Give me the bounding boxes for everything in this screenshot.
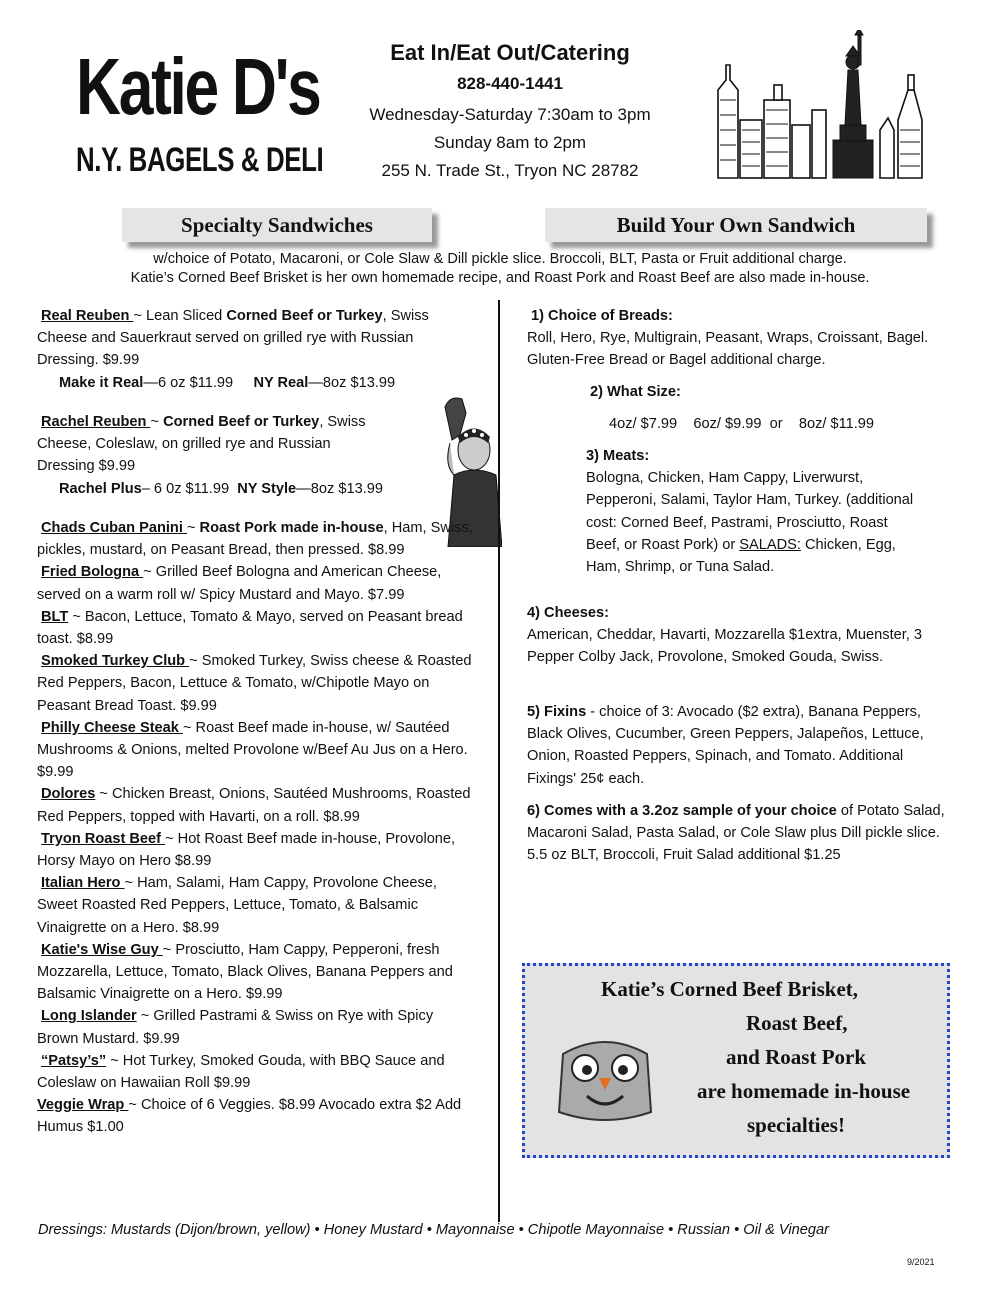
phone-number: 828-440-1441 bbox=[457, 74, 563, 93]
menu-item bbox=[37, 717, 477, 784]
fixins-text bbox=[527, 701, 937, 790]
promo-line: Katie’s Corned Beef Brisket, bbox=[601, 977, 859, 1001]
meats-list bbox=[586, 467, 916, 578]
item-highlight: Corned Beef or Turkey bbox=[163, 414, 320, 430]
item-name: “Patsy’s” bbox=[41, 1052, 107, 1069]
item-description: , Ham, Swiss, pickles, mustard, on Peasant Bread, then pressed. $8.99 bbox=[37, 520, 473, 559]
item-description: ~ Prosciutto, Ham Cappy, Pepperoni, fresh Mozzarella, Lettuce, Tomato, Black Olives, Banana Peppers and Balsamic Vinaigrette on a Hero. $9.99 bbox=[37, 941, 453, 1003]
item-description: , Swiss Cheese, Coleslaw, on grilled rye and Russian Dressing $9.99 bbox=[37, 414, 366, 475]
menu-item bbox=[37, 305, 442, 372]
salads-list: Chicken, Egg, Ham, Shrimp, or Tuna Salad. bbox=[586, 536, 896, 576]
logo-tagline: N.Y. BAGELS & DELI bbox=[76, 141, 324, 179]
sides-note: w/choice of Potato, Macaroni, or Cole Slaw & Dill pickle slice. Broccoli, BLT, Pasta or Fruit additional charge. bbox=[153, 251, 847, 267]
item-description: , Swiss Cheese and Sauerkraut served on grilled rye with Russian Dressing. $9.99 bbox=[37, 308, 429, 369]
meats-section bbox=[586, 445, 916, 578]
specialty-list bbox=[37, 517, 477, 1139]
option-label: Rachel Plus bbox=[59, 480, 142, 497]
breads-section bbox=[527, 305, 947, 372]
logo-title: Katie D's bbox=[76, 42, 320, 131]
menu-item bbox=[37, 517, 477, 561]
menu-item bbox=[37, 650, 477, 717]
menu-item bbox=[37, 606, 477, 650]
services-heading: Eat In/Eat Out/Catering bbox=[390, 40, 630, 65]
item-name: Veggie Wrap bbox=[37, 1097, 129, 1114]
specialty-rachel-block bbox=[37, 411, 382, 500]
address: 255 N. Trade St., Tryon NC 28782 bbox=[381, 161, 639, 180]
item-highlight: Roast Pork made in-house bbox=[199, 520, 384, 536]
fixins-list: - choice of 3: Avocado ($2 extra), Banana Peppers, Black Olives, Cucumber, Green Peppers, Jalapeños, Lettuce, Onion, Roasted Peppers, Spinach, and Tomato. Additional Fixings' 25¢ each. bbox=[527, 704, 924, 787]
dressings-list: Dressings: Mustards (Dijon/brown, yellow) • Honey Mustard • Mayonnaise • Chipotle Mayonnaise • Russian • Oil & Vinegar bbox=[38, 1222, 829, 1238]
promo-line: and Roast Pork bbox=[726, 1045, 867, 1069]
column-divider bbox=[498, 300, 500, 1222]
meats-title: 3) Meats: bbox=[586, 448, 650, 464]
promo-line: Roast Beef, bbox=[746, 1011, 848, 1035]
option-price: —6 oz $11.99 bbox=[143, 374, 234, 391]
item-separator: ~ Lean Sliced bbox=[133, 308, 227, 324]
comes-with-section bbox=[527, 800, 952, 867]
nyc-skyline-illustration bbox=[708, 30, 938, 180]
item-highlight: Corned Beef or Turkey bbox=[226, 308, 383, 324]
menu-item bbox=[37, 872, 477, 939]
item-name: Long Islander bbox=[41, 1008, 137, 1025]
cheeses-section bbox=[527, 602, 947, 669]
comes-with-list: of Potato Salad, Macaroni Salad, Pasta Salad, or Cole Slaw plus Dill pickle slice. 5.5 oz BLT, Broccoli, Fruit Salad additional $1.25 bbox=[527, 803, 945, 864]
item-name: Katie's Wise Guy bbox=[41, 941, 163, 958]
item-name: Real Reuben bbox=[41, 308, 134, 324]
item-name: BLT bbox=[41, 608, 69, 625]
bagel-face-icon bbox=[555, 1034, 655, 1126]
menu-item bbox=[37, 783, 477, 827]
item-description: ~ Grilled Beef Bologna and American Cheese, served on a warm roll w/ Spicy Mustard and Mayo. $7.99 bbox=[37, 564, 442, 603]
size-options bbox=[37, 372, 442, 394]
promo-line: are homemade in-house bbox=[697, 1079, 911, 1103]
specialty-sandwiches-banner: Specialty Sandwiches bbox=[122, 208, 432, 242]
option-label: Make it Real bbox=[59, 374, 144, 391]
item-description: ~ Roast Beef made in-house, w/ Sautéed Mushrooms & Onions, melted Provolone w/Beef Au Jus on a Hero. $9.99 bbox=[37, 719, 468, 781]
item-description: ~ Ham, Salami, Ham Cappy, Provolone Cheese, Sweet Roasted Red Peppers, Lettuce, Tomato, & Balsamic Vinaigrette on a Hero. $8.99 bbox=[37, 875, 437, 936]
cheeses-title: 4) Cheeses: bbox=[527, 605, 609, 621]
menu-date: 9/2021 bbox=[907, 1257, 935, 1267]
hours-weekday: Wednesday-Saturday 7:30am to 3pm bbox=[369, 105, 651, 124]
specialty-reuben-block bbox=[37, 305, 442, 394]
menu-item bbox=[37, 939, 477, 1006]
item-description: ~ Chicken Breast, Onions, Sautéed Mushrooms, Roasted Red Peppers, topped with Havarti, on a roll. $8.99 bbox=[37, 786, 471, 825]
promo-line: specialties! bbox=[747, 1113, 845, 1137]
comes-with-title: 6) Comes with a 3.2oz sample of your choice bbox=[527, 803, 837, 819]
hours-sunday: Sunday 8am to 2pm bbox=[433, 133, 587, 152]
item-name: Tryon Roast Beef bbox=[41, 830, 166, 847]
meats-text: Bologna, Chicken, Ham Cappy, Liverwurst, Pepperoni, Salami, Taylor Ham, Turkey. (additional cost: Corned Beef, Pastrami, Prosciutto, Roast Beef, or Roast Pork) or bbox=[586, 470, 914, 553]
item-description: ~ Choice of 6 Veggies. $8.99 Avocado extra $2 Add Humus $1.00 bbox=[37, 1097, 462, 1136]
breads-title: 1) Choice of Breads: bbox=[531, 308, 673, 324]
item-separator: ~ bbox=[150, 414, 164, 430]
salads-label: SALADS: bbox=[739, 536, 801, 553]
homemade-note: Katie’s Corned Beef Brisket is her own homemade recipe, and Roast Pork and Roast Beef are also made in-house. bbox=[130, 270, 870, 286]
breads-list: Roll, Hero, Rye, Multigrain, Peasant, Wraps, Croissant, Bagel. Gluten-Free Bread or Bagel additional charge. bbox=[527, 330, 929, 369]
item-description: ~ Hot Turkey, Smoked Gouda, with BBQ Sauce and Coleslaw on Hawaiian Roll $9.99 bbox=[37, 1052, 445, 1092]
item-name: Fried Bologna bbox=[41, 564, 144, 581]
homemade-promo-box bbox=[522, 963, 950, 1158]
option-price: —8oz $13.99 bbox=[296, 480, 383, 497]
option-price: – 6 0z $11.99 bbox=[141, 480, 230, 497]
menu-item bbox=[37, 828, 477, 872]
build-your-own-banner: Build Your Own Sandwich bbox=[545, 208, 927, 242]
fixins-title: 5) Fixins bbox=[527, 704, 587, 720]
option-label: NY Style bbox=[237, 480, 297, 497]
menu-item bbox=[37, 1094, 477, 1138]
comes-with-text bbox=[527, 800, 952, 867]
item-name: Rachel Reuben bbox=[41, 414, 151, 430]
size-title: 2) What Size: bbox=[590, 384, 681, 400]
item-description: ~ Smoked Turkey, Swiss cheese & Roasted Red Peppers, Bacon, Lettuce & Tomato, w/Chipotle Mayo on Peasant Bread Toast. $9.99 bbox=[37, 653, 472, 714]
option-label: NY Real bbox=[253, 374, 309, 391]
item-name: Chads Cuban Panini bbox=[41, 520, 187, 536]
size-options bbox=[37, 478, 382, 500]
size-prices: 4oz/ $7.99 6oz/ $9.99 or 8oz/ $11.99 bbox=[609, 416, 875, 432]
item-description: ~ Bacon, Lettuce, Tomato & Mayo, served on Peasant bread toast. $8.99 bbox=[37, 608, 463, 648]
menu-item bbox=[37, 1050, 477, 1094]
menu-item bbox=[37, 1005, 477, 1049]
item-description: ~ Grilled Pastrami & Swiss on Rye with Spicy Brown Mustard. $9.99 bbox=[37, 1008, 434, 1047]
item-name: Philly Cheese Steak bbox=[41, 719, 183, 736]
fixins-section bbox=[527, 701, 937, 790]
menu-item bbox=[37, 411, 382, 478]
option-price: —8oz $13.99 bbox=[308, 374, 396, 391]
item-name: Dolores bbox=[41, 786, 96, 803]
item-name: Smoked Turkey Club bbox=[41, 653, 190, 670]
item-separator: ~ bbox=[186, 520, 200, 536]
cheeses-list: American, Cheddar, Havarti, Mozzarella $1extra, Muenster, 3 Pepper Colby Jack, Provolone, Smoked Gouda, Swiss. bbox=[527, 627, 923, 666]
item-name: Italian Hero bbox=[41, 875, 125, 892]
item-description: ~ Hot Roast Beef made in-house, Provolone, Horsy Mayo on Hero $8.99 bbox=[37, 830, 456, 870]
menu-item bbox=[37, 561, 477, 605]
